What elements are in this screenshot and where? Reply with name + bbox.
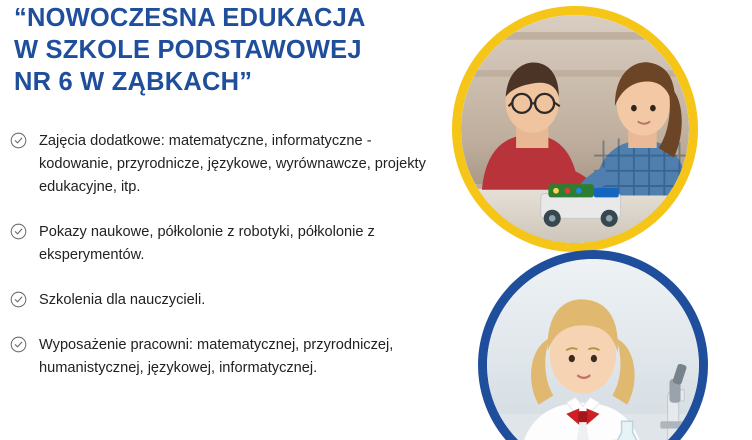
- list-item: [10, 334, 440, 380]
- list-item-label: Wyposażenie pracowni: matematycznej, przyrodniczej, humanistycznej, językowej, informatycznej.: [39, 337, 394, 376]
- list-item: [10, 130, 440, 199]
- list-item-label: Zajęcia dodatkowe: matematyczne, informatyczne - kodowanie, przyrodnicze, językowe, wyrównawcze, projekty edukacyjne, itp.: [39, 133, 426, 195]
- list-item-label: Pokazy naukowe, półkolonie z robotyki, półkolonie z eksperymentów.: [39, 224, 375, 263]
- photo-girl-laboratory-image: [487, 259, 699, 440]
- photo-girl-laboratory: [478, 250, 708, 440]
- list-item: [10, 289, 440, 312]
- bullet-list: [10, 130, 440, 402]
- check-circle-icon: [10, 291, 27, 308]
- list-item-label: Szkolenia dla nauczycieli.: [39, 292, 206, 308]
- list-item: [10, 221, 440, 267]
- title-line-2: W SZKOLE PODSTAWOWEJ: [14, 36, 362, 64]
- photo-children-robotics-image: [461, 15, 689, 243]
- page-title: [14, 2, 444, 98]
- title-line-1: “NOWOCZESNA EDUKACJA: [14, 4, 366, 32]
- title-line-3: NR 6 W ZĄBKACH”: [14, 68, 253, 96]
- check-circle-icon: [10, 336, 27, 353]
- check-circle-icon: [10, 223, 27, 240]
- photo-children-robotics: [452, 6, 698, 252]
- check-circle-icon: [10, 132, 27, 149]
